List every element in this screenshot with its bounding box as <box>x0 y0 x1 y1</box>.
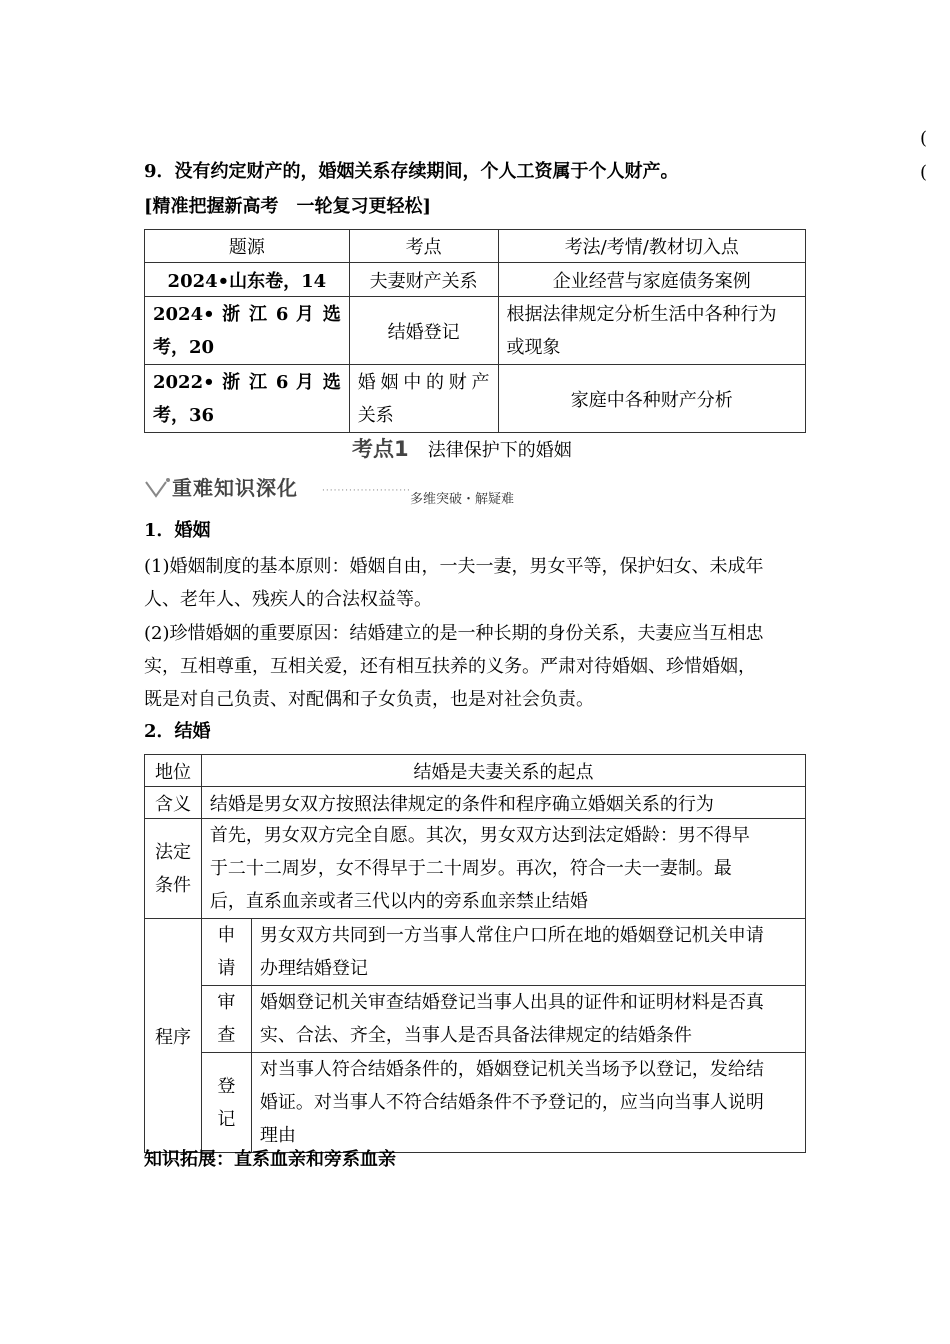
cell-point: 夫妻财产关系 <box>349 263 498 297</box>
table-row <box>145 365 806 433</box>
header-point: 考点 <box>349 230 498 263</box>
step-review-label: 审 查 <box>201 986 251 1053</box>
margin-mark-2: ( <box>920 162 928 183</box>
step-register-label: 登 记 <box>201 1053 251 1153</box>
step-review-text: 婚姻登记机关审查结婚登记当事人出具的证件和证明材料是否真 实、合法、齐全，当事人是否具备法律规定的结婚条件 <box>251 986 805 1053</box>
marriage-table <box>144 754 806 1153</box>
header-entry: 考法/考情/教材切入点 <box>498 230 805 263</box>
step-apply-label: 申 请 <box>201 919 251 986</box>
cell-entry: 企业经营与家庭债务案例 <box>498 263 805 297</box>
table-row <box>145 297 806 365</box>
table-row <box>145 819 806 919</box>
table-row <box>145 755 806 787</box>
margin-mark-1: ( <box>920 128 928 149</box>
heading-marriage: 1．婚姻 <box>144 520 211 541</box>
knowledge-extension: 知识拓展：直系血亲和旁系血亲 <box>144 1149 396 1170</box>
item-9: 9．没有约定财产的，婚姻关系存续期间，个人工资属于个人财产。 <box>144 161 679 182</box>
label-position: 地位 <box>145 755 202 787</box>
table-row <box>145 986 806 1053</box>
subsection-banner <box>144 472 544 506</box>
table-row <box>145 263 806 297</box>
value-meaning: 结婚是男女双方按照法律规定的条件和程序确立婚姻关系的行为 <box>201 787 805 819</box>
label-meaning: 含义 <box>145 787 202 819</box>
step-apply-text: 男女双方共同到一方当事人常住户口所在地的婚姻登记机关申请 办理结婚登记 <box>251 919 805 986</box>
source-table <box>144 229 806 433</box>
cell-source: 2022• 浙 江 6 月 选 考，36 <box>145 365 350 433</box>
value-conditions: 首先，男女双方完全自愿。其次，男女双方达到法定婚龄：男不得早 于二十二周岁，女不得早于二十周岁。再次，符合一夫一妻制。最 后，直系血亲或者三代以内的旁系血亲禁止结婚 <box>201 819 805 919</box>
table-row <box>145 1053 806 1153</box>
label-procedure: 程序 <box>145 919 202 1153</box>
step-register-text: 对当事人符合结婚条件的，婚姻登记机关当场予以登记，发给结 婚证。对当事人不符合结婚条件不予登记的，应当向当事人说明 理由 <box>251 1053 805 1153</box>
paragraph-reasons: (2)珍惜婚姻的重要原因：结婚建立的是一种长期的身份关系，夫妻应当互相忠 实，互相尊重，互相关爱，还有相互扶养的义务。严肃对待婚姻、珍惜婚姻， 既是对自己负责、对配偶和子女负责，也是对社会负责。 <box>144 623 764 710</box>
label-conditions: 法定 条件 <box>145 819 202 919</box>
cell-entry: 根据法律规定分析生活中各种行为 或现象 <box>498 297 805 365</box>
cell-source: 2024•山东卷，14 <box>145 263 350 297</box>
subsection-title: 重难知识深化 <box>172 476 298 500</box>
section-label: 考点1 <box>352 437 409 461</box>
table-row <box>145 919 806 986</box>
cell-point: 婚姻中的财产 关系 <box>349 365 498 433</box>
cell-entry: 家庭中各种财产分析 <box>498 365 805 433</box>
table-header-row <box>145 230 806 263</box>
heading-wedding: 2．结婚 <box>144 721 211 742</box>
chevron-icon <box>144 476 170 502</box>
paragraph-principles: (1)婚姻制度的基本原则：婚姻自由，一夫一妻，男女平等，保护妇女、未成年 人、老年人、残疾人的合法权益等。 <box>144 556 764 610</box>
value-position: 结婚是夫妻关系的起点 <box>201 755 805 787</box>
section-title: 法律保护下的婚姻 <box>427 440 572 461</box>
cell-source: 2024• 浙 江 6 月 选 考，20 <box>145 297 350 365</box>
subsection-tagline: 多维突破・解疑难 <box>410 492 515 507</box>
section-heading <box>352 433 572 463</box>
banner: [精准把握新高考 一轮复习更轻松] <box>144 196 432 217</box>
dotted-leader: ······················· <box>322 486 411 496</box>
header-source: 题源 <box>145 230 350 263</box>
table-row <box>145 787 806 819</box>
cell-point: 结婚登记 <box>349 297 498 365</box>
